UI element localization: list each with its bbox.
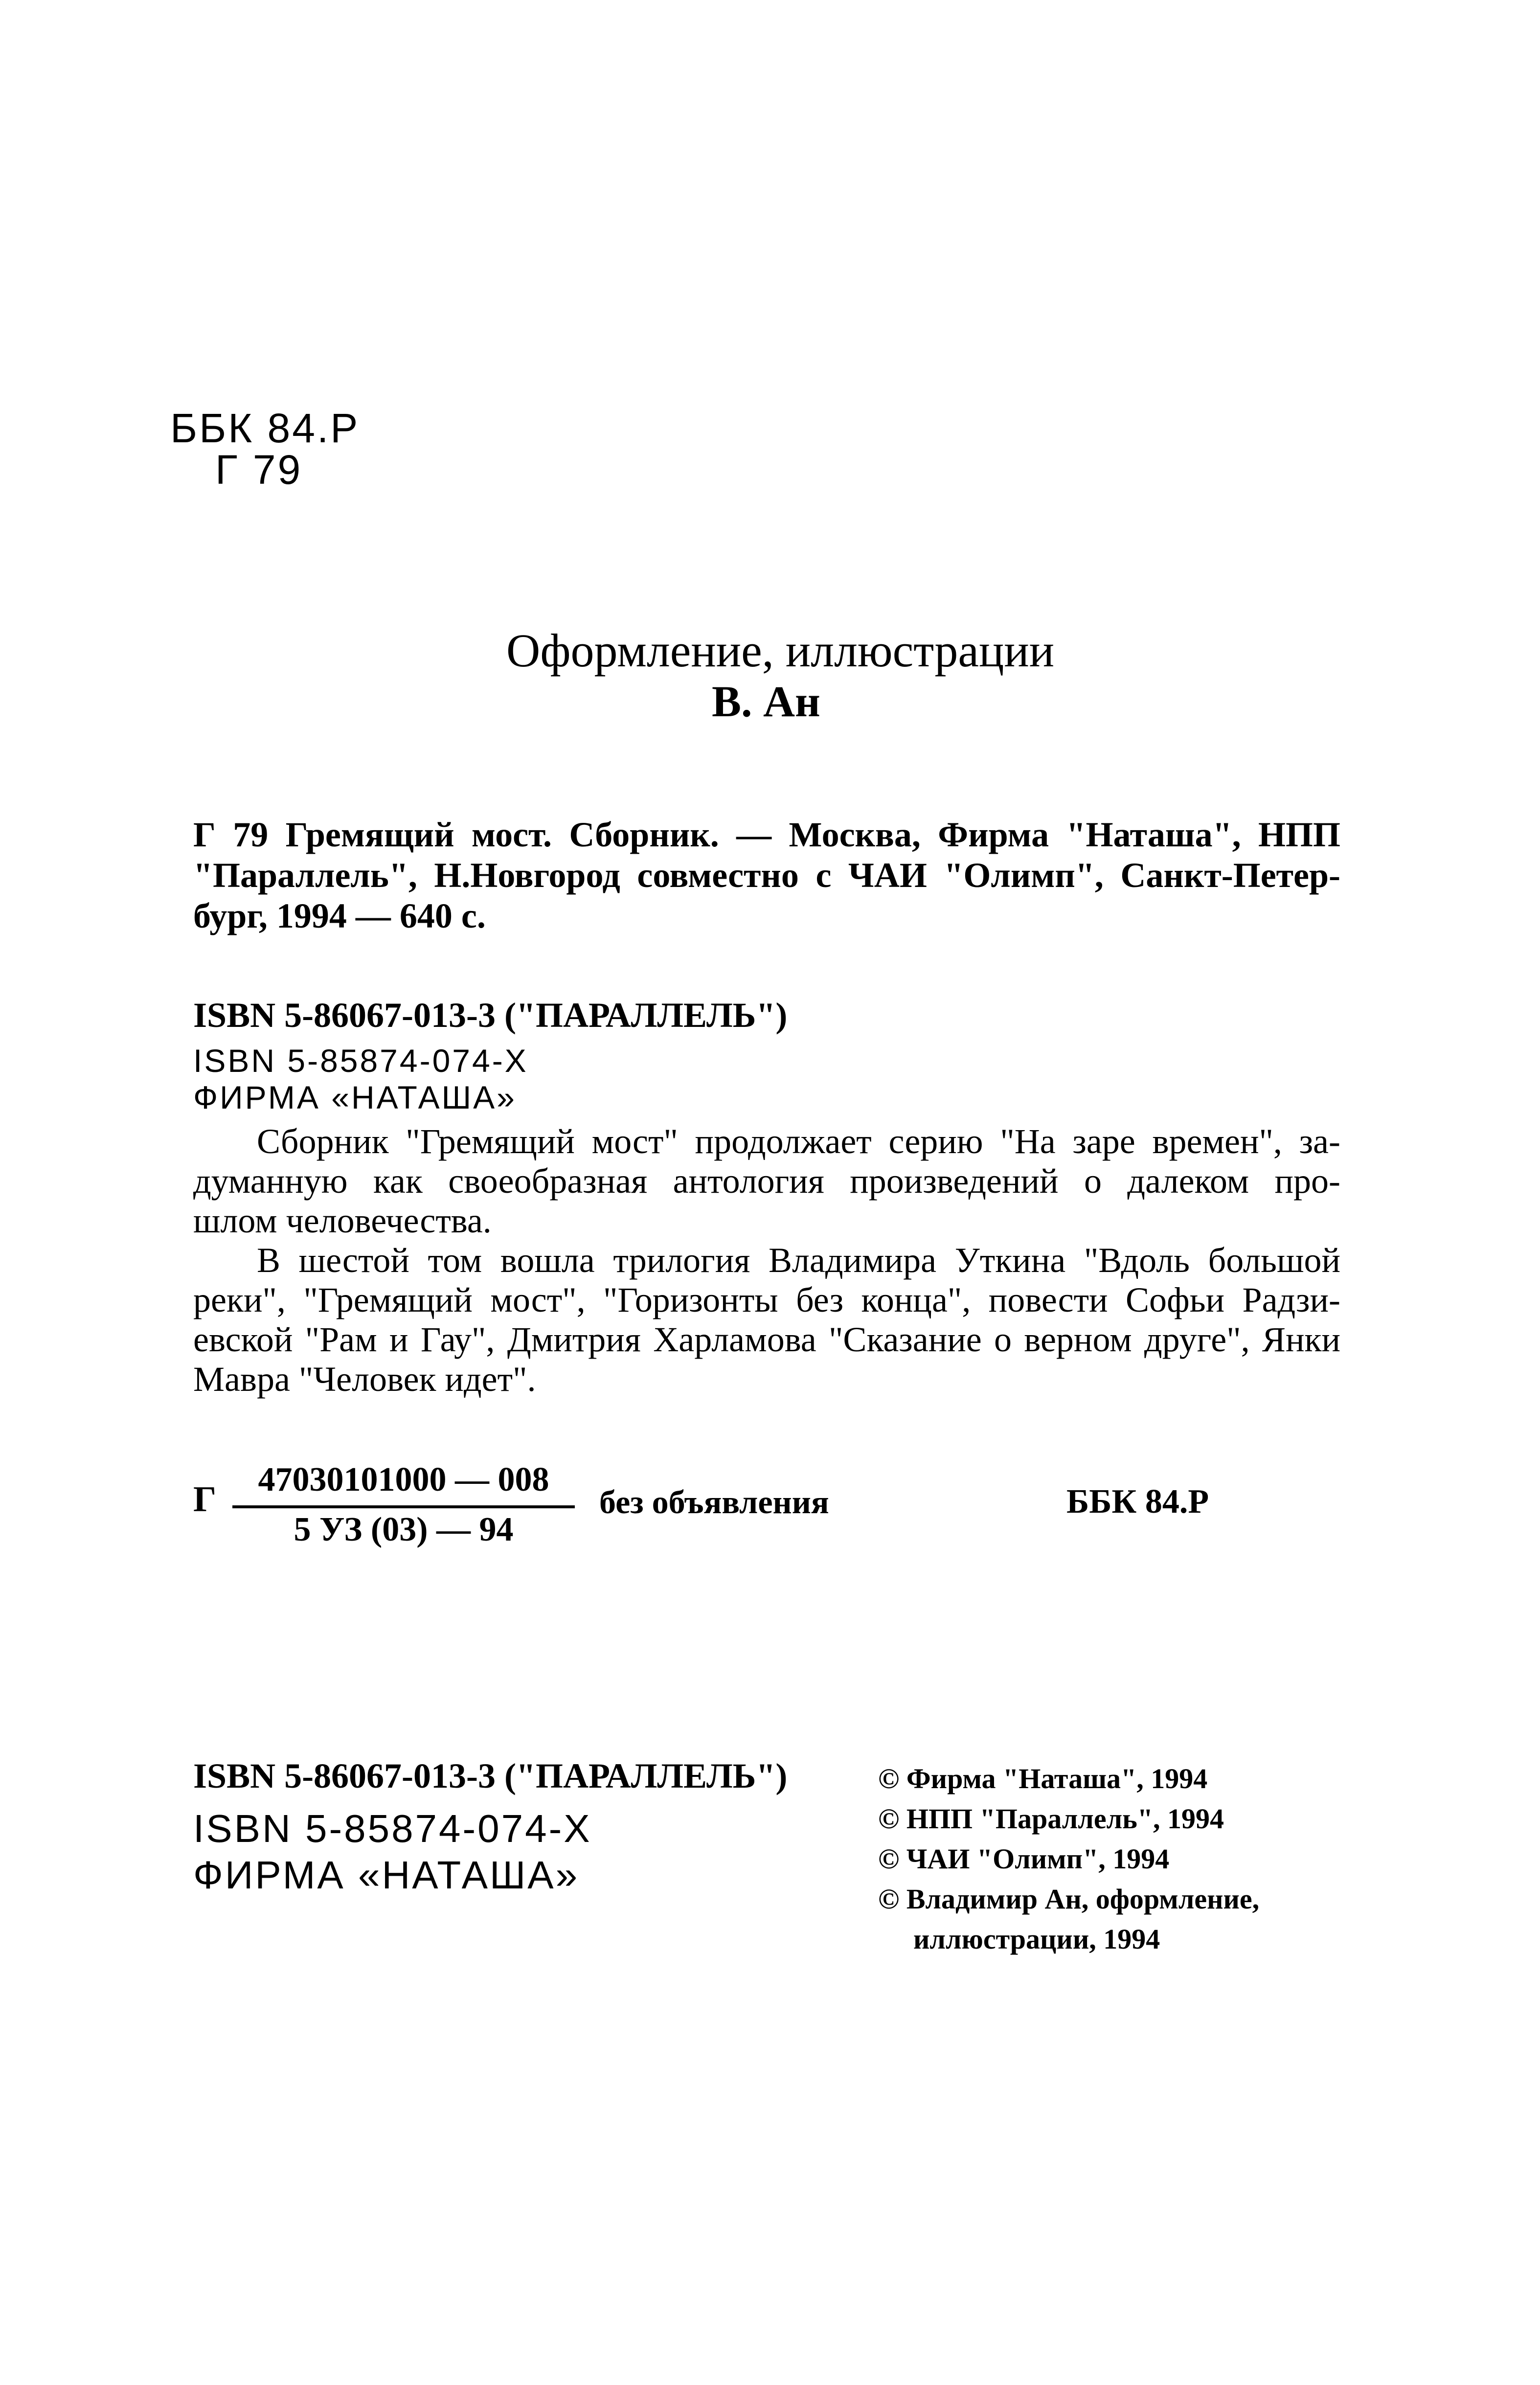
annotation-line: В шестой том вошла трилогия Владимира Уткина "Вдоль большой [257,1241,1340,1280]
design-credit-author: В. Ан [712,678,820,726]
annotation-line: Мавра "Человек идет". [193,1360,536,1399]
copyright-notices [878,1759,1259,1959]
design-credit-label: Оформление, иллюстрации [506,624,1055,677]
no-advert-note: без объявления [599,1483,829,1521]
biblio-line: "Параллель", Н.Новгород совместно с ЧАИ "Олимп", Санкт-Петер- [193,856,1340,895]
annotation [193,1122,1340,1399]
copyright-line: © Владимир Ан, оформление, [878,1883,1260,1915]
bbk-code-top: ББК 84.Р [170,405,360,451]
formula-letter: Г [193,1479,217,1520]
isbn-parallel-bottom: ISBN 5-86067-013-3 ("ПАРАЛЛЕЛЬ") [193,1756,788,1795]
isbn-natasha: ISBN 5-85874-074-X [193,1043,528,1079]
biblio-line: бург, 1994 — 640 с. [193,896,486,935]
annotation-line: шлом человечества. [193,1201,492,1240]
publisher-natasha-bottom: ФИРМА «НАТАША» [193,1853,580,1897]
bibliographic-description [193,815,1340,936]
isbn-natasha-bottom: ISBN 5-85874-074-X [193,1807,592,1850]
annotation-line: Сборник "Гремящий мост" продолжает серию "На заре времен", за- [257,1122,1340,1161]
fraction-bar [232,1505,575,1508]
annotation-line: думанную как своеобразная антология произведений о далеком про- [193,1161,1340,1201]
publisher-natasha: ФИРМА «НАТАША» [193,1079,517,1115]
copyright-line: © Фирма "Наташа", 1994 [878,1763,1208,1794]
annotation-line: реки", "Гремящий мост", "Горизонты без конца", повести Софьи Радзи- [193,1280,1340,1319]
formula-numerator: 47030101000 — 008 [258,1461,549,1499]
copyright-line: © ЧАИ "Олимп", 1994 [878,1843,1170,1875]
copyright-line: иллюстрации, 1994 [913,1923,1160,1955]
bbk-code-bottom: ББК 84.Р [1066,1483,1209,1521]
copyright-line: © НПП "Параллель", 1994 [878,1803,1224,1835]
annotation-line: евской "Рам и Гау", Дмитрия Харламова "Сказание о верном друге", Янки [193,1320,1340,1359]
formula-denominator: 5 УЗ (03) — 94 [294,1511,514,1548]
isbn-parallel: ISBN 5-86067-013-3 ("ПАРАЛЛЕЛЬ") [193,996,788,1035]
author-mark-top: Г 79 [215,447,303,493]
biblio-line: Г 79 Гремящий мост. Сборник. — Москва, Фирма "Наташа", НПП [193,815,1340,854]
